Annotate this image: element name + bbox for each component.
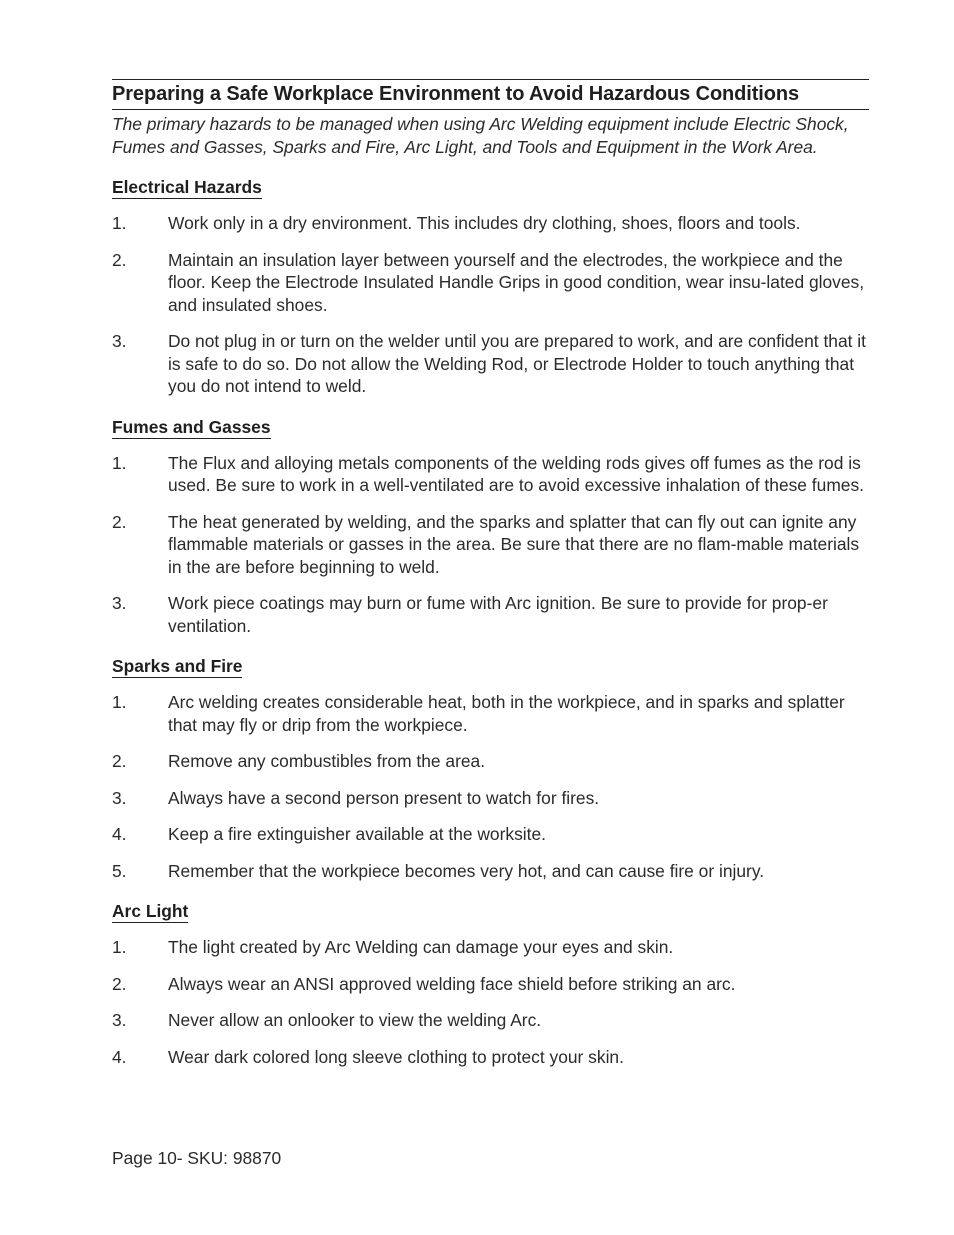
page-content [112, 79, 869, 1068]
list-item [112, 1009, 869, 1032]
item-text: Remove any combustibles from the area. [168, 751, 486, 771]
item-text: Maintain an insulation layer between yourself and the electrodes, the workpiece and the floor. Keep the Electrode Insulated Handle Grips in good condition, wear insu-lated gloves, and insulated shoes. [168, 249, 865, 315]
list-item [112, 452, 869, 497]
item-number: 4. [112, 824, 127, 844]
list-item [112, 330, 869, 398]
item-number: 3. [112, 331, 127, 351]
page-footer: Page 10- SKU: 98870 [112, 1148, 282, 1168]
section-arc-light [112, 900, 869, 1068]
section-heading: Arc Light [112, 901, 189, 921]
item-text: Always wear an ANSI approved welding face shield before striking an arc. [168, 973, 736, 994]
item-number: 3. [112, 787, 127, 808]
item-text: Wear dark colored long sleeve clothing to protect your skin. [168, 1046, 624, 1067]
item-text: Never allow an onlooker to view the welding Arc. [168, 1010, 542, 1030]
item-number: 1. [112, 213, 127, 233]
item-text: The heat generated by welding, and the sparks and splatter that can fly out can ignite any flammable materials or gasses in the area. Be sure that there are no flam-mable materials in the are before beginning to weld. [168, 511, 860, 577]
section-heading: Fumes and Gasses [112, 416, 271, 437]
item-text: Do not plug in or turn on the welder until you are prepared to work, and are confident that it is safe to do so. Do not allow the Welding Rod, or Electrode Holder to touch anything that you do not intend to weld. [168, 331, 866, 396]
item-number: 1. [112, 937, 127, 957]
item-text: Keep a fire extinguisher available at the worksite. [168, 824, 546, 844]
item-text: The Flux and alloying metals components of the welding rods gives off fumes as the rod is used. Be sure to work in a well-ventilated are to avoid excessive inhalation of these fumes. [168, 452, 864, 495]
section-sparks-and-fire [112, 655, 869, 882]
item-number: 1. [112, 692, 127, 712]
page-title: Preparing a Safe Workplace Environment to Avoid Hazardous Conditions [112, 83, 800, 105]
section-heading: Electrical Hazards [112, 177, 262, 197]
item-number: 3. [112, 593, 127, 613]
item-text: Remember that the workpiece becomes very hot, and can cause fire or injury. [168, 860, 765, 881]
item-number: 2. [112, 751, 127, 771]
section-heading: Sparks and Fire [112, 656, 243, 676]
list-item [112, 787, 869, 810]
list-item [112, 750, 869, 773]
section-electrical-hazards [112, 176, 869, 398]
item-text: Arc welding creates considerable heat, both in the workpiece, and in sparks and splatter that may fly or drip from the workpiece. [168, 692, 845, 735]
item-text: The light created by Arc Welding can damage your eyes and skin. [168, 937, 674, 957]
item-text: Always have a second person present to watch for fires. [168, 787, 600, 808]
section-fumes-and-gasses [112, 416, 869, 638]
item-number: 2. [112, 511, 127, 532]
item-number: 2. [112, 249, 127, 270]
list-item [112, 860, 869, 883]
item-number: 5. [112, 860, 127, 881]
item-number: 2. [112, 973, 127, 994]
list-item [112, 592, 869, 637]
list-item [112, 212, 869, 235]
intro-paragraph: The primary hazards to be managed when using Arc Welding equipment include Electric Shock, Fumes and Gasses, Sparks and Fire, Arc Light, and Tools and Equipment in the Work Area. [112, 114, 849, 157]
item-list [112, 212, 869, 398]
list-item [112, 823, 869, 846]
item-number: 3. [112, 1010, 127, 1030]
list-item [112, 936, 869, 959]
item-number: 1. [112, 452, 127, 473]
item-text: Work only in a dry environment. This includes dry clothing, shoes, floors and tools. [168, 213, 801, 233]
item-number: 4. [112, 1046, 127, 1067]
item-list [112, 691, 869, 882]
list-item [112, 973, 869, 996]
item-text: Work piece coatings may burn or fume with Arc ignition. Be sure to provide for prop-er ventilation. [168, 593, 828, 636]
list-item [112, 511, 869, 579]
list-item [112, 1046, 869, 1069]
title-block [112, 79, 869, 110]
list-item [112, 249, 869, 317]
item-list [112, 936, 869, 1068]
list-item [112, 691, 869, 736]
item-list [112, 452, 869, 638]
